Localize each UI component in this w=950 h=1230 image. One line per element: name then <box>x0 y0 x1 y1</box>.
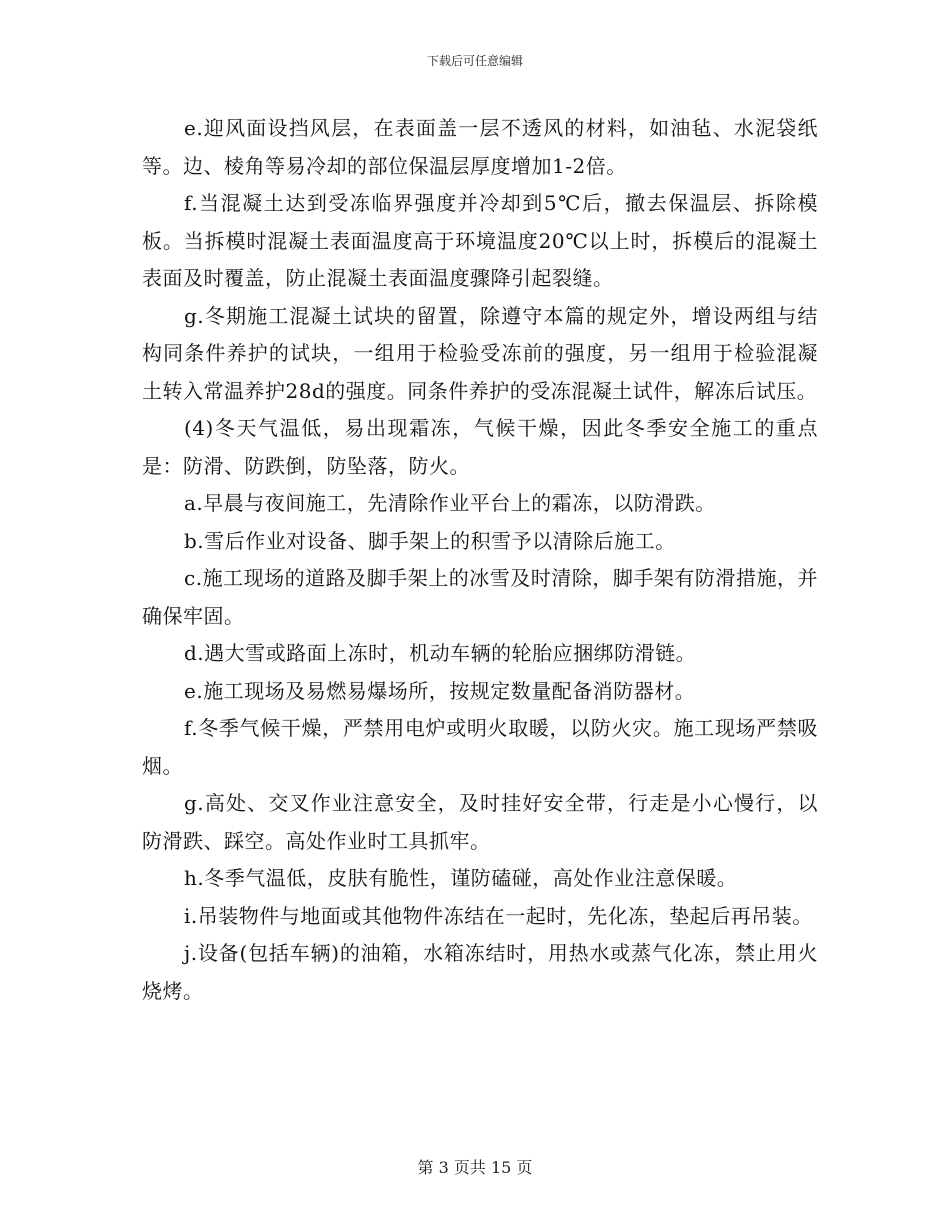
page-footer-page-number: 第 3 页共 15 页 <box>417 1158 533 1177</box>
page-header: 下载后可任意编辑 <box>426 54 523 68</box>
paragraph-d-snow-chains: d.遇大雪或路面上冻时，机动车辆的轮胎应捆绑防滑链。 <box>184 641 697 665</box>
paragraph-h-keep-warm: h.冬季气温低，皮肤有脆性，谨防磕碰，高处作业注意保暖。 <box>184 866 738 890</box>
paragraph-g-test-blocks: g.冬期施工混凝土试块的留置，除遵守本篇的规定外，增设两组与结构同条件养护的试块，一组用于检验受冻前的强度，另一组用于检验混凝土转入常温养护28d的强度。同条件养护的受冻混凝土试件，解冻后试压。 <box>142 303 818 403</box>
document-body <box>142 110 818 1010</box>
paragraph-e-windbreak: e.迎风面设挡风层，在表面盖一层不透风的材料，如油毡、水泥袋纸等。边、棱角等易冷却的部位保温层厚度增加1-2倍。 <box>142 116 818 178</box>
paragraph-b-snow-clearing: b.雪后作业对设备、脚手架上的积雪予以清除后施工。 <box>184 528 676 553</box>
paragraph-a-frost-clearing: a.早晨与夜间施工，先清除作业平台上的霜冻，以防滑跌。 <box>184 491 716 515</box>
paragraph-f-formwork-removal: f.当混凝土达到受冻临界强度并冷却到5℃后，撤去保温层、拆除模板。当拆模时混凝土表面温度高于环境温度20℃以上时，拆模后的混凝土表面及时覆盖，防止混凝土表面温度骤降引起裂缝。 <box>142 191 818 290</box>
paragraph-j-tank-thaw: j.设备(包括车辆)的油箱，水箱冻结时，用热水或蒸气化冻，禁止用火烧烤。 <box>142 941 818 1003</box>
paragraph-f-fire-prevention: f.冬季气候干燥，严禁用电炉或明火取暖，以防火灾。施工现场严禁吸烟。 <box>142 716 818 778</box>
paragraph-g-height-work: g.高处、交叉作业注意安全，及时挂好安全带，行走是小心慢行，以防滑跌、踩空。高处作业时工具抓牢。 <box>142 791 818 853</box>
paragraph-c-ice-clearing: c.施工现场的道路及脚手架上的冰雪及时清除，脚手架有防滑措施，并确保牢固。 <box>142 566 818 628</box>
paragraph-4-winter-safety: (4)冬天气温低，易出现霜冻，气候干燥，因此冬季安全施工的重点是：防滑、防跌倒，防坠落，防火。 <box>142 416 818 478</box>
paragraph-e-fire-equipment: e.施工现场及易燃易爆场所，按规定数量配备消防器材。 <box>184 678 696 703</box>
paragraph-i-lifting-thaw: i.吊装物件与地面或其他物件冻结在一起时，先化冻，垫起后再吊装。 <box>184 903 813 928</box>
